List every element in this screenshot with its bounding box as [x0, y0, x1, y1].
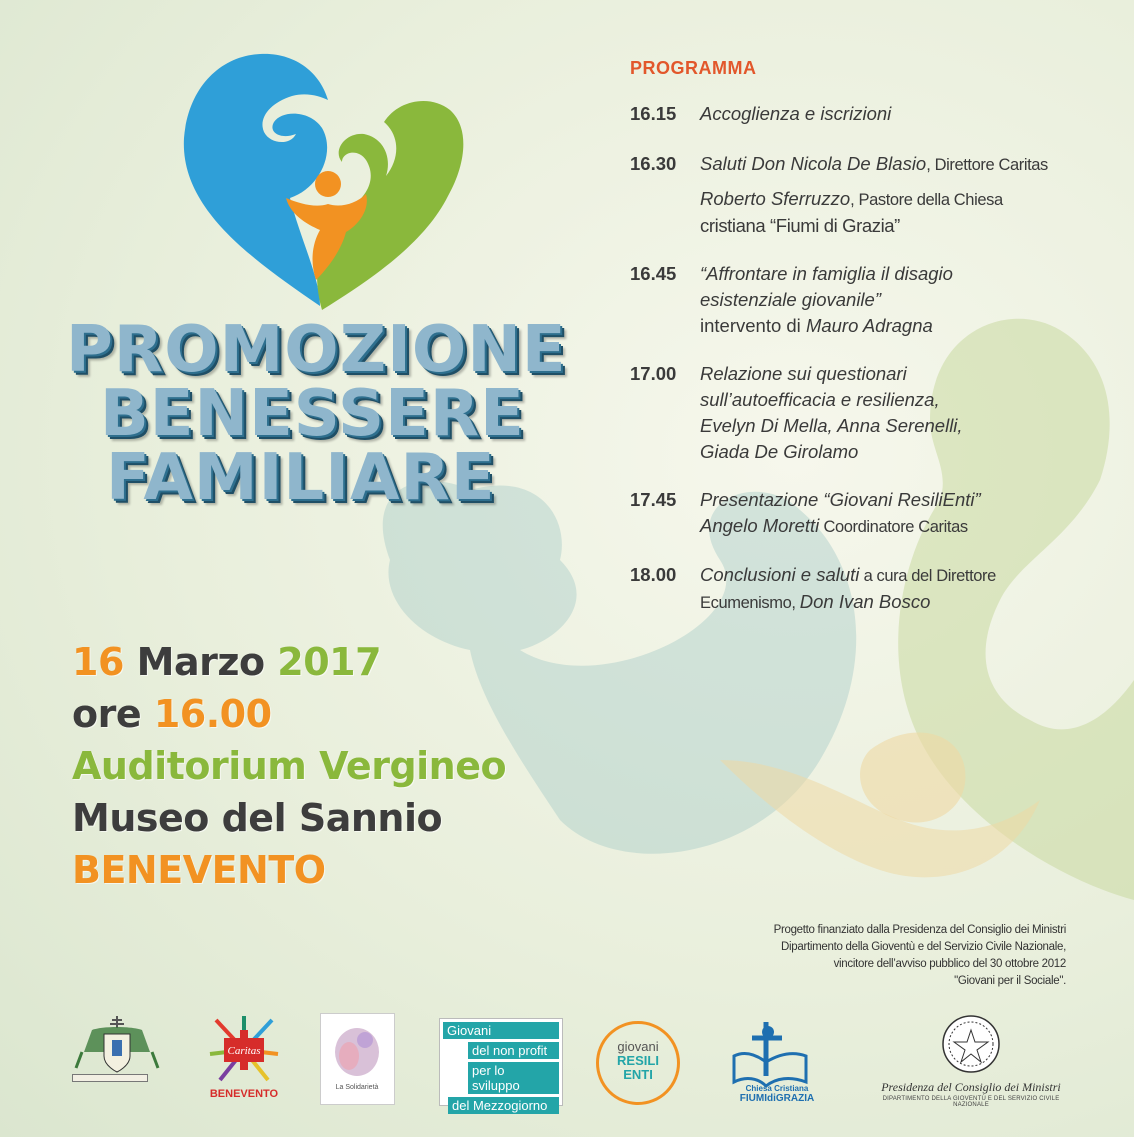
item-sub-plain: Ecumenismo, [700, 594, 800, 612]
item-sub-name: Don Ivan Bosco [799, 591, 931, 612]
bishop-coat-of-arms-logo [72, 1012, 162, 1076]
giovani-resilienti-logo [596, 1021, 680, 1105]
item-time: 16.30 [630, 153, 677, 174]
programma-item [630, 361, 1100, 465]
funding-note-line: vincitore dell’avviso pubblico del 30 ottobre 2012 [833, 958, 1066, 970]
funding-note [774, 922, 1066, 990]
svg-text:Caritas: Caritas [227, 1045, 261, 1057]
item-time: 16.15 [630, 103, 677, 124]
event-ore-label: ore [72, 692, 142, 736]
programma-item [630, 562, 1100, 616]
event-place: Museo del Sannio [72, 796, 443, 840]
item-sub-rest: , Pastore della Chiesa [850, 191, 1003, 209]
caritas-logo [206, 1014, 282, 1086]
funding-note-line: Dipartimento della Gioventù e del Servizio Civile Nazionale, [781, 941, 1066, 953]
funding-note-line: Progetto finanziato dalla Presidenza del Consiglio dei Ministri [773, 924, 1066, 936]
presidenza-name: Presidenza del Consiglio dei Ministri [881, 1080, 1061, 1094]
resilienti-word: RESILI [617, 1053, 659, 1068]
programma-item [630, 487, 1100, 540]
giovani-non-profit-logo [439, 1018, 563, 1113]
cooperativa-name: La Solidarietà [335, 1084, 379, 1091]
item-sub-rest: Coordinatore Caritas [819, 518, 968, 536]
item-text-line2: esistenziale giovanile” [700, 289, 881, 310]
caritas-city: BENEVENTO [209, 1088, 279, 1100]
item-text: Relazione sui questionari [700, 363, 907, 384]
programma-heading: PROGRAMMA [630, 58, 757, 78]
item-sub-line2: cristiana “Fiumi di Grazia” [700, 215, 900, 236]
cooperativa-drawing [321, 1014, 394, 1084]
item-rest: , Direttore Caritas [926, 156, 1048, 174]
event-venue: Auditorium Vergineo [72, 744, 507, 788]
item-text: Presentazione “Giovani ResiliEnti” [700, 489, 981, 510]
event-date [72, 636, 506, 688]
item-sub-plain: intervento di [700, 315, 806, 336]
item-text-line3: Evelyn Di Mella, Anna Serenelli, [700, 415, 963, 436]
item-time: 16.45 [630, 263, 677, 284]
cooperativa-logo [320, 1013, 395, 1105]
giovani-box-line: per lo sviluppo [468, 1062, 559, 1094]
event-time [72, 688, 506, 740]
item-time: 18.00 [630, 564, 677, 585]
item-text-line2: sull’autoefficacia e resilienza, [700, 389, 940, 410]
event-time-value: 16.00 [153, 692, 272, 736]
title-line-3: FAMILIARE [106, 441, 496, 515]
item-time: 17.45 [630, 489, 677, 510]
heart-family-logo [170, 48, 470, 318]
item-sub-name: Mauro Adragna [805, 315, 933, 336]
item-text-line4: Giada De Girolamo [700, 441, 859, 462]
event-info [72, 636, 506, 896]
item-time: 17.00 [630, 363, 677, 384]
item-text: Saluti Don Nicola De Blasio [700, 153, 927, 174]
item-text: Accoglienza e iscrizioni [700, 103, 892, 124]
item-text: “Affrontare in famiglia il disagio [700, 263, 953, 284]
programma-item [630, 101, 1100, 127]
title-line-2: BENESSERE [100, 377, 525, 451]
giovani-box-line: del Mezzogiorno [448, 1097, 559, 1114]
fiumi-line: FIUMIdiGRAZIA [739, 1093, 815, 1104]
item-sub-name: Angelo Moretti [700, 515, 820, 536]
presidenza-department: DIPARTIMENTO DELLA GIOVENTÙ E DEL SERVIZIO CIVILE NAZIONALE [882, 1096, 1060, 1108]
bishop-motto [72, 1074, 148, 1082]
giovani-box-line: del non profit [468, 1042, 559, 1059]
giovani-box-line: Giovani [443, 1022, 559, 1039]
event-year: 2017 [277, 640, 382, 684]
resilienti-word: ENTI [623, 1067, 653, 1082]
resilienti-word: giovani [617, 1039, 659, 1054]
event-day: 16 [72, 640, 124, 684]
programma [630, 58, 1100, 616]
main-title [66, 313, 567, 515]
event-month: Marzo [136, 640, 265, 684]
item-rest: a cura del Direttore [859, 567, 996, 585]
funding-note-line: "Giovani per il Sociale". [954, 975, 1066, 987]
programma-item [630, 261, 1100, 339]
programma-item [630, 151, 1100, 239]
fiumi-di-grazia-text [730, 1084, 824, 1104]
event-city: BENEVENTO [72, 848, 326, 892]
item-sub-name: Roberto Sferruzzo [700, 188, 851, 209]
item-text: Conclusioni e saluti [700, 564, 860, 585]
title-line-1: PROMOZIONE [66, 313, 567, 387]
fiumi-line: Chiesa Cristiana [745, 1084, 809, 1093]
